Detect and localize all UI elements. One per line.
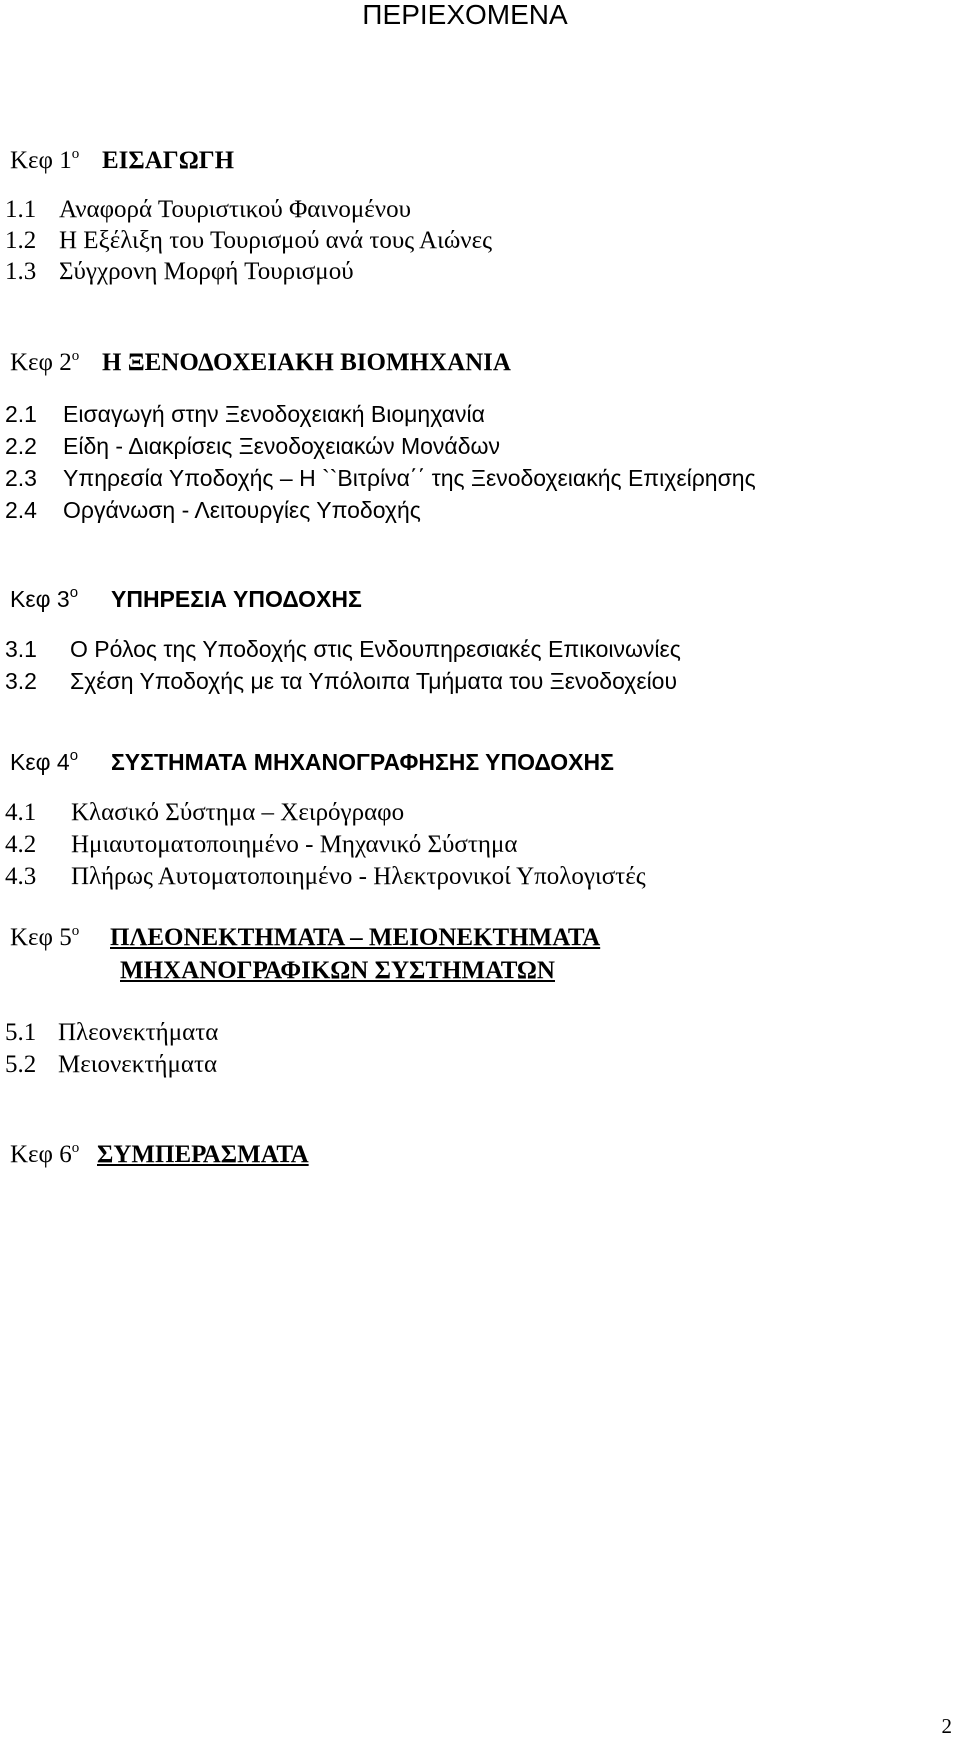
- entry-text: Ημιαυτοματοποιημένο - Μηχανικό Σύστημα: [71, 831, 518, 858]
- entry-text: Η Εξέλιξη του Τουρισμού ανά τους Αιώνες: [59, 227, 492, 254]
- toc-entry-1-3: [5, 257, 354, 287]
- entry-text: Πλήρως Αυτοματοποιημένο - Ηλεκτρονικοί Υπολογιστές: [71, 863, 646, 890]
- entry-text: Υπηρεσία Υποδοχής – Η ``Βιτρίνα΄΄ της Ξενοδοχειακής Επιχείρησης: [63, 465, 756, 491]
- chapter-number: Κεφ 6: [10, 1141, 72, 1168]
- toc-entry-5-1: [5, 1018, 218, 1048]
- chapter-4-heading: [10, 747, 614, 777]
- toc-entry-2-4: [5, 495, 421, 525]
- entry-text: Εισαγωγή στην Ξενοδοχειακή Βιομηχανία: [63, 401, 485, 427]
- chapter-title: ΥΠΗΡΕΣΙΑ ΥΠΟΔΟΧΗΣ: [111, 586, 362, 612]
- entry-text: Οργάνωση - Λειτουργίες Υποδοχής: [63, 497, 421, 523]
- chapter-title: ΣΥΣΤΗΜΑΤΑ ΜΗΧΑΝΟΓΡΑΦΗΣΗΣ ΥΠΟΔΟΧΗΣ: [111, 749, 614, 775]
- toc-entry-4-1: [5, 798, 404, 828]
- chapter-1-heading: [10, 146, 234, 176]
- ordinal-superscript: ο: [71, 146, 80, 162]
- entry-number: 4.3: [5, 863, 37, 890]
- entry-number: 2.1: [5, 401, 37, 427]
- entry-number: 4.1: [5, 799, 37, 826]
- entry-number: 5.2: [5, 1051, 37, 1078]
- chapter-title: ΣΥΜΠΕΡΑΣΜΑΤΑ: [97, 1141, 309, 1168]
- chapter-title: ΕΙΣΑΓΩΓΗ: [102, 147, 235, 174]
- entry-number: 1.3: [5, 258, 37, 285]
- entry-number: 3.1: [5, 636, 37, 662]
- chapter-title: Η ΞΕΝΟΔΟΧΕΙΑΚΗ ΒΙΟΜΗΧΑΝΙΑ: [102, 349, 511, 376]
- toc-entry-2-1: [5, 399, 485, 429]
- chapter-number: Κεφ 3: [10, 586, 70, 612]
- chapter-title: ΠΛΕΟΝΕΚΤΗΜΑΤΑ – ΜΕΙΟΝΕΚΤΗΜΑΤΑ: [110, 924, 601, 951]
- entry-number: 2.3: [5, 465, 37, 491]
- entry-number: 1.1: [5, 196, 37, 223]
- chapter-number: Κεφ 1: [10, 147, 72, 174]
- toc-entry-4-2: [5, 830, 518, 860]
- chapter-title-line-2: ΜΗΧΑΝΟΓΡΑΦΙΚΩΝ ΣΥΣΤΗΜΑΤΩΝ: [120, 957, 555, 984]
- ordinal-superscript: ο: [69, 584, 79, 601]
- entry-text: Σύγχρονη Μορφή Τουρισμού: [59, 258, 354, 285]
- entry-text: Σχέση Υποδοχής με τα Υπόλοιπα Τμήματα του Ξενοδοχείου: [70, 668, 678, 694]
- chapter-5-heading: [10, 923, 600, 986]
- toc-entry-1-2: [5, 226, 492, 256]
- entry-number: 1.2: [5, 227, 37, 254]
- toc-entry-3-2: [5, 666, 677, 696]
- entry-text: Αναφορά Τουριστικού Φαινομένου: [59, 196, 411, 223]
- toc-entry-1-1: [5, 195, 411, 225]
- entry-number: 4.2: [5, 831, 37, 858]
- page-number: 2: [941, 1714, 952, 1738]
- entry-text: Μειονεκτήματα: [58, 1051, 218, 1078]
- toc-entry-2-3: [5, 463, 756, 493]
- chapter-number: Κεφ 2: [10, 349, 72, 376]
- ordinal-superscript: ο: [71, 1140, 80, 1156]
- ordinal-superscript: ο: [69, 747, 79, 764]
- ordinal-superscript: ο: [71, 348, 80, 364]
- chapter-2-heading: [10, 348, 511, 378]
- entry-number: 3.2: [5, 668, 37, 694]
- chapter-3-heading: [10, 584, 362, 614]
- entry-text: Πλεονεκτήματα: [58, 1019, 219, 1046]
- entry-text: Ο Ρόλος της Υποδοχής στις Ενδουπηρεσιακές Επικοινωνίες: [70, 636, 681, 662]
- ordinal-superscript: ο: [71, 923, 80, 939]
- entry-text: Κλασικό Σύστημα – Χειρόγραφο: [71, 799, 405, 826]
- chapter-6-heading: [10, 1140, 309, 1170]
- toc-entry-3-1: [5, 634, 681, 664]
- entry-number: 5.1: [5, 1019, 37, 1046]
- entry-number: 2.2: [5, 433, 37, 459]
- toc-entry-5-2: [5, 1050, 217, 1080]
- chapter-number: Κεφ 5: [10, 924, 72, 951]
- chapter-number: Κεφ 4: [10, 749, 70, 775]
- toc-entry-2-2: [5, 431, 500, 461]
- page-title: ΠΕΡΙΕΧΟΜΕΝΑ: [362, 0, 568, 30]
- toc-entry-4-3: [5, 862, 646, 892]
- entry-number: 2.4: [5, 497, 37, 523]
- entry-text: Είδη - Διακρίσεις Ξενοδοχειακών Μονάδων: [63, 433, 500, 459]
